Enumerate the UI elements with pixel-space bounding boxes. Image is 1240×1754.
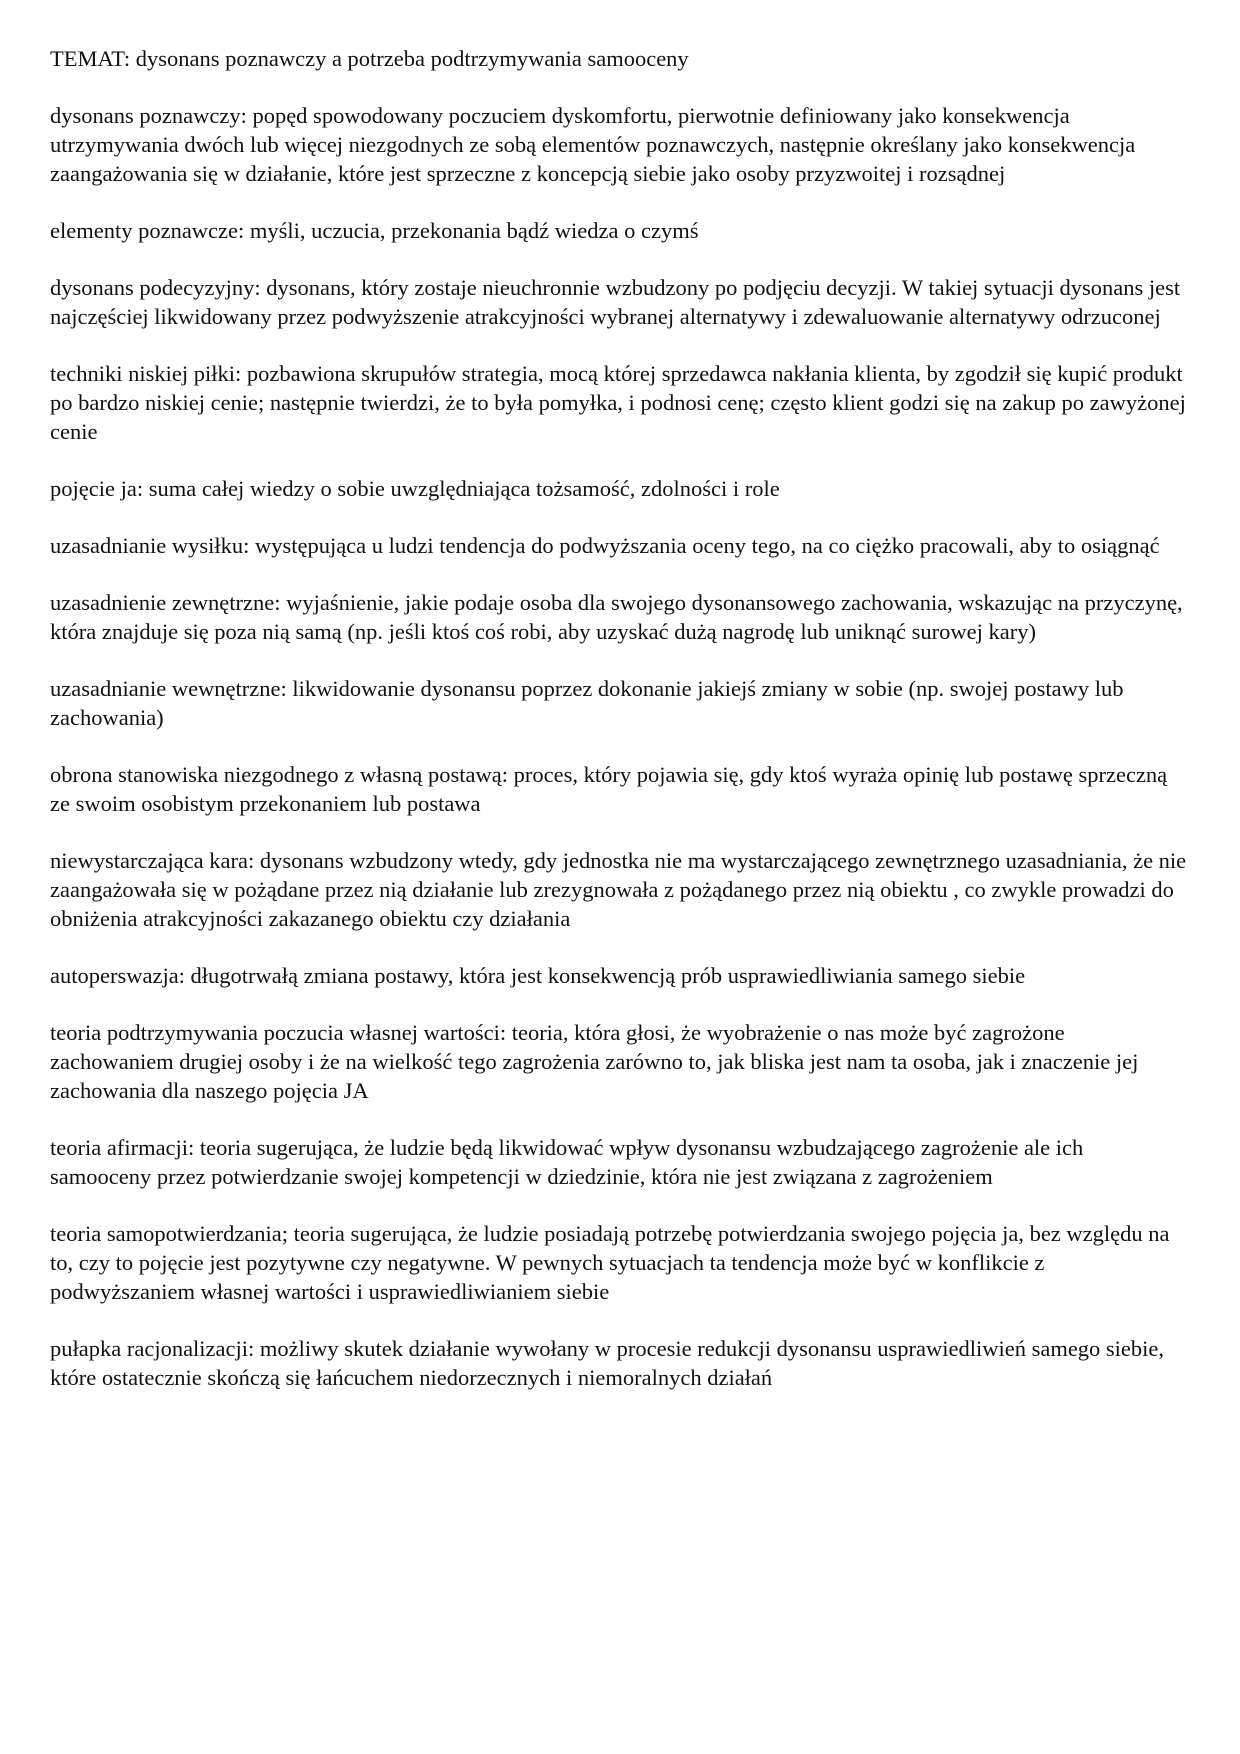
definition-entry: autoperswazja: długotrwałą zmiana postawy, która jest konsekwencją prób usprawiedliwiania samego siebie — [50, 963, 1026, 988]
definition-entry: uzasadnianie wysiłku: występująca u ludzi tendencja do podwyższania oceny tego, na co ciężko pracowali, aby to osiągnąć — [50, 533, 1160, 558]
definition-entry: dysonans poznawczy: popęd spowodowany poczuciem dyskomfortu, pierwotnie definiowany jako konsekwencja utrzymywania dwóch lub więcej niezgodnych ze sobą elementów poznawczych, następnie określany jako konsekwencja zaangażowania się w działanie, które jest sprzeczne z koncepcją siebie jako osoby przyzwoitej i rozsądnej — [50, 103, 1136, 186]
document-body — [50, 44, 1190, 1420]
document-title: TEMAT: dysonans poznawczy a potrzeba podtrzymywania samooceny — [50, 46, 689, 71]
definition-entry: teoria podtrzymywania poczucia własnej wartości: teoria, która głosi, że wyobrażenie o nas może być zagrożone zachowaniem drugiej osoby i że na wielkość tego zagrożenia zarówno to, jak bliska jest nam ta osoba, jak i znaczenie jej zachowania dla naszego pojęcia JA — [50, 1020, 1139, 1103]
definition-entry: teoria samopotwierdzania; teoria sugerująca, że ludzie posiadają potrzebę potwierdzania swojego pojęcia ja, bez względu na to, czy to pojęcie jest pozytywne czy negatywne. W pewnych sytuacjach ta tendencja może być w konflikcie z podwyższaniem własnej wartości i usprawiedliwianiem siebie — [50, 1221, 1170, 1304]
definition-entry: pojęcie ja: suma całej wiedzy o sobie uwzględniająca tożsamość, zdolności i role — [50, 476, 780, 501]
definition-entry: teoria afirmacji: teoria sugerująca, że ludzie będą likwidować wpływ dysonansu wzbudzającego zagrożenie ale ich samooceny przez potwierdzanie swojej kompetencji w dziedzinie, która nie jest związana z zagrożeniem — [50, 1135, 1084, 1189]
definition-entry: dysonans podecyzyjny: dysonans, który zostaje nieuchronnie wzbudzony po podjęciu decyzji. W takiej sytuacji dysonans jest najczęściej likwidowany przez podwyższenie atrakcyjności wybranej alternatywy i zdewaluowanie alternatywy odrzuconej — [50, 275, 1181, 329]
definition-entry: niewystarczająca kara: dysonans wzbudzony wtedy, gdy jednostka nie ma wystarczającego zewnętrznego uzasadniania, że nie zaangażowała się w pożądane przez nią działanie lub zrezygnowała z pożądanego przez nią obiektu , co zwykle prowadzi do obniżenia atrakcyjności zakazanego obiektu czy działania — [50, 848, 1187, 931]
definition-entry: obrona stanowiska niezgodnego z własną postawą: proces, który pojawia się, gdy ktoś wyraża opinię lub postawę sprzeczną ze swoim osobistym przekonaniem lub postawa — [50, 762, 1168, 816]
definition-entry: techniki niskiej piłki: pozbawiona skrupułów strategia, mocą której sprzedawca nakłania klienta, by zgodził się kupić produkt po bardzo niskiej cenie; następnie twierdzi, że to była pomyłka, i podnosi cenę; często klient godzi się na zakup po zawyżonej cenie — [50, 361, 1186, 444]
definition-entry: elementy poznawcze: myśli, uczucia, przekonania bądź wiedza o czymś — [50, 218, 699, 243]
definition-entry: uzasadnienie zewnętrzne: wyjaśnienie, jakie podaje osoba dla swojego dysonansowego zachowania, wskazując na przyczynę, która znajduje się poza nią samą (np. jeśli ktoś coś robi, aby uzyskać dużą nagrodę lub uniknąć surowej kary) — [50, 590, 1183, 644]
definition-entry: uzasadnianie wewnętrzne: likwidowanie dysonansu poprzez dokonanie jakiejś zmiany w sobie (np. swojej postawy lub zachowania) — [50, 676, 1124, 730]
definition-entry: pułapka racjonalizacji: możliwy skutek działanie wywołany w procesie redukcji dysonansu usprawiedliwień samego siebie, które ostatecznie skończą się łańcuchem niedorzecznych i niemoralnych działań — [50, 1336, 1165, 1390]
